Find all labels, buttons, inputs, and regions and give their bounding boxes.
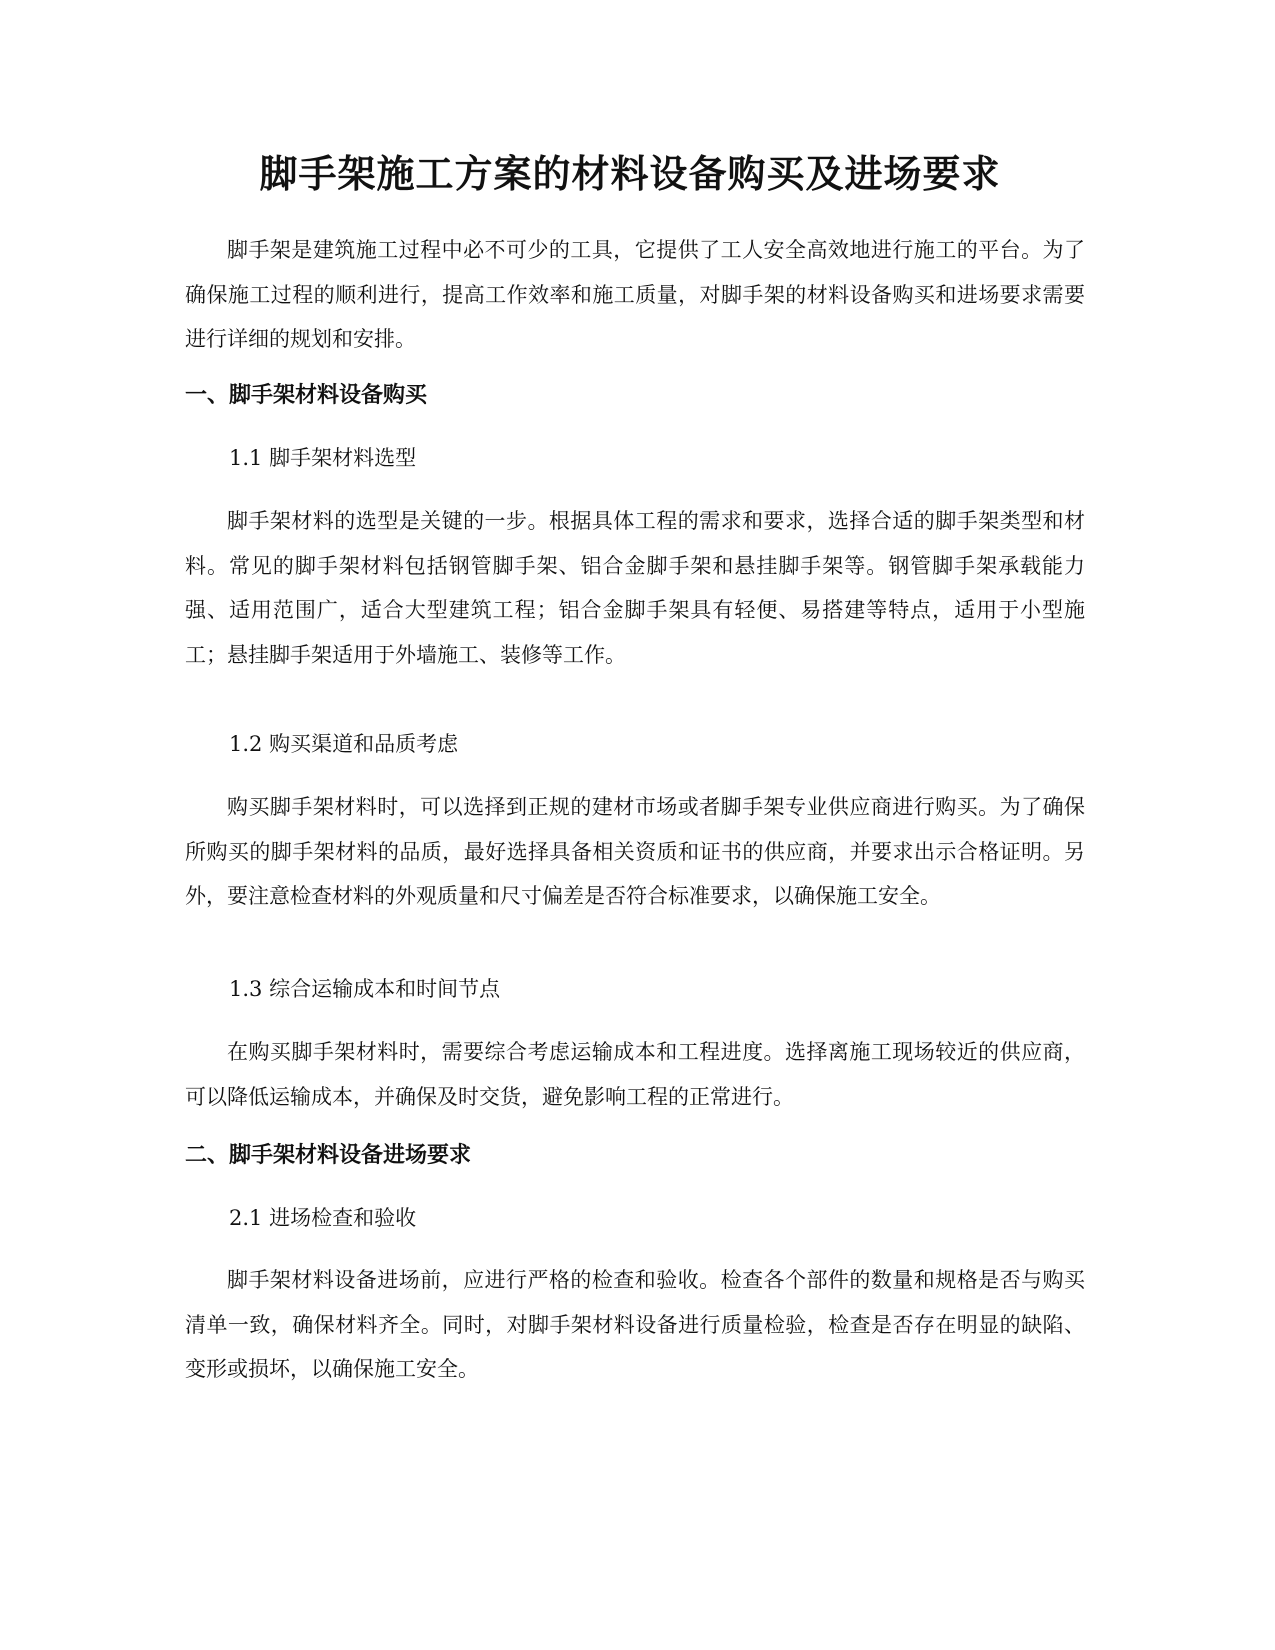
section-2-1-paragraph: 脚手架材料设备进场前，应进行严格的检查和验收。检查各个部件的数量和规格是否与购买清单一致，确保材料齐全。同时，对脚手架材料设备进行质量检验，检查是否存在明显的缺陷、变形或损坏，以确保施工安全。 xyxy=(185,1268,1085,1381)
section-1-1-title: 1.1 脚手架材料选型 xyxy=(229,446,417,470)
page-title: 脚手架施工方案的材料设备购买及进场要求 xyxy=(259,152,1001,196)
section-1-2-paragraph: 购买脚手架材料时，可以选择到正规的建材市场或者脚手架专业供应商进行购买。为了确保所购买的脚手架材料的品质，最好选择具备相关资质和证书的供应商，并要求出示合格证明。另外，要注意检查材料的外观质量和尺寸偏差是否符合标准要求，以确保施工安全。 xyxy=(185,795,1085,908)
section-1-heading: 一、脚手架材料设备购买 xyxy=(185,383,428,408)
section-2-heading: 二、脚手架材料设备进场要求 xyxy=(185,1143,472,1168)
section-1-3-paragraph: 在购买脚手架材料时，需要综合考虑运输成本和工程进度。选择离施工现场较近的供应商，可以降低运输成本，并确保及时交货，避免影响工程的正常进行。 xyxy=(185,1040,1085,1109)
section-1-3-title: 1.3 综合运输成本和时间节点 xyxy=(229,977,501,1001)
section-1-1-paragraph: 脚手架材料的选型是关键的一步。根据具体工程的需求和要求，选择合适的脚手架类型和材料。常见的脚手架材料包括钢管脚手架、铝合金脚手架和悬挂脚手架等。钢管脚手架承载能力强、适用范围广，适合大型建筑工程；铝合金脚手架具有轻便、易搭建等特点，适用于小型施工；悬挂脚手架适用于外墙施工、装修等工作。 xyxy=(185,509,1085,667)
section-1-2-title: 1.2 购买渠道和品质考虑 xyxy=(229,732,459,756)
intro-paragraph: 脚手架是建筑施工过程中必不可少的工具，它提供了工人安全高效地进行施工的平台。为了确保施工过程的顺利进行，提高工作效率和施工质量，对脚手架的材料设备购买和进场要求需要进行详细的规划和安排。 xyxy=(185,238,1085,351)
section-2-1-title: 2.1 进场检查和验收 xyxy=(229,1206,417,1230)
